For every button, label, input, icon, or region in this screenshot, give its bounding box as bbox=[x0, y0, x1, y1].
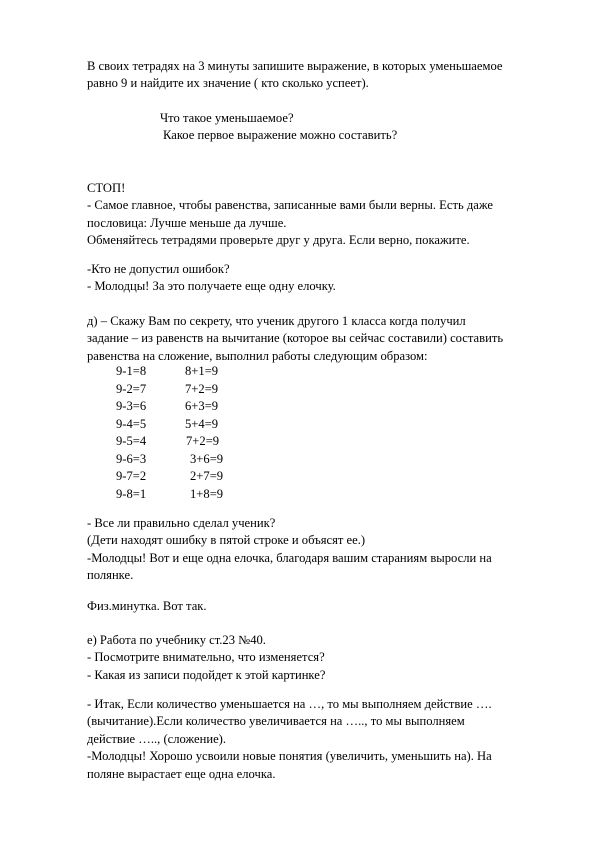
text-line: е) Работа по учебнику ст.23 №40. bbox=[87, 633, 266, 647]
text-line: - Итак, Если количество уменьшается на …, то мы выполняем действие …. bbox=[87, 697, 492, 711]
intro-paragraph bbox=[87, 58, 557, 93]
addition-equation: 8+1=9 bbox=[185, 364, 219, 378]
addition-equation: 2+7=9 bbox=[190, 469, 224, 483]
addition-equation: 1+8=9 bbox=[190, 486, 224, 501]
addition-equation: 7+2=9 bbox=[186, 434, 220, 448]
equation-row bbox=[116, 451, 316, 469]
addition-equation: 7+2=9 bbox=[185, 381, 219, 396]
equation-row bbox=[116, 381, 316, 399]
equation-row bbox=[116, 433, 316, 451]
subtraction-equation: 9-1=8 bbox=[116, 364, 147, 378]
stop-heading: СТОП! bbox=[87, 181, 126, 195]
text-line: Обменяйтесь тетрадями проверьте друг у друга. Если верно, покажите. bbox=[87, 233, 470, 248]
secret-paragraph bbox=[87, 313, 557, 365]
text-line: пословица: Лучше меньше да лучше. bbox=[87, 215, 287, 230]
mistakes-paragraph bbox=[87, 261, 557, 296]
text-line: действие ….., (сложение). bbox=[87, 731, 227, 746]
text-line: - Посмотрите внимательно, что изменяется? bbox=[87, 650, 325, 665]
subtraction-equation: 9-7=2 bbox=[116, 469, 147, 483]
text-line: -Молодцы! Хорошо усвоили новые понятия (увеличить, уменьшить на). На bbox=[87, 749, 492, 764]
equation-row bbox=[116, 468, 316, 486]
text-line: равно 9 и найдите их значение ( кто сколько успеет). bbox=[87, 76, 369, 91]
text-line: - Самое главное, чтобы равенства, записанные вами были верны. Есть даже bbox=[87, 198, 493, 213]
equation-row bbox=[116, 416, 316, 434]
subtraction-equation: 9-8=1 bbox=[116, 486, 147, 501]
final-paragraph bbox=[87, 696, 557, 783]
text-line: задание – из равенств на вычитание (которое вы сейчас составили) составить bbox=[87, 331, 504, 346]
addition-equation: 3+6=9 bbox=[190, 451, 224, 466]
stop-paragraph bbox=[87, 180, 557, 250]
addition-equation: 5+4=9 bbox=[185, 416, 219, 431]
text-line: -Молодцы! Вот и еще одна елочка, благодаря вашим стараниям выросли на bbox=[87, 550, 492, 565]
subtraction-equation: 9-2=7 bbox=[116, 381, 147, 396]
subtraction-equation: 9-6=3 bbox=[116, 451, 147, 466]
text-line: поляне вырастает еще одна елочка. bbox=[87, 766, 276, 781]
check-paragraph bbox=[87, 515, 557, 585]
subtraction-equation: 9-3=6 bbox=[116, 399, 147, 413]
text-line: полянке. bbox=[87, 568, 134, 583]
text-line: -Кто не допустил ошибок? bbox=[87, 262, 230, 276]
subtraction-equation: 9-5=4 bbox=[116, 434, 147, 448]
text-line: В своих тетрадях на 3 минуты запишите выражение, в которых уменьшаемое bbox=[87, 59, 503, 73]
question-line: Что такое уменьшаемое? bbox=[160, 111, 294, 125]
text-line: - Какая из записи подойдет к этой картинке? bbox=[87, 667, 326, 682]
text-line: - Молодцы! За это получаете еще одну елочку. bbox=[87, 279, 336, 294]
text-line: Физ.минутка. Вот так. bbox=[87, 599, 207, 613]
question-line: Какое первое выражение можно составить? bbox=[163, 128, 398, 142]
text-line: д) – Скажу Вам по секрету, что ученик другого 1 класса когда получил bbox=[87, 314, 466, 328]
text-line: (вычитание).Если количество увеличивается на ….., то мы выполняем bbox=[87, 714, 465, 729]
text-line: - Все ли правильно сделал ученик? bbox=[87, 516, 276, 530]
text-line: (Дети находят ошибку в пятой строке и объясят ее.) bbox=[87, 533, 366, 548]
textbook-paragraph bbox=[87, 632, 557, 684]
addition-equation: 6+3=9 bbox=[185, 399, 219, 413]
equation-row bbox=[116, 363, 316, 381]
equation-row bbox=[116, 398, 316, 416]
subtraction-equation: 9-4=5 bbox=[116, 416, 147, 431]
equation-list bbox=[116, 363, 316, 503]
fizminutka-paragraph bbox=[87, 598, 557, 615]
equation-row bbox=[116, 486, 316, 504]
text-line: равенства на сложение, выполнил работы следующим образом: bbox=[87, 348, 428, 363]
